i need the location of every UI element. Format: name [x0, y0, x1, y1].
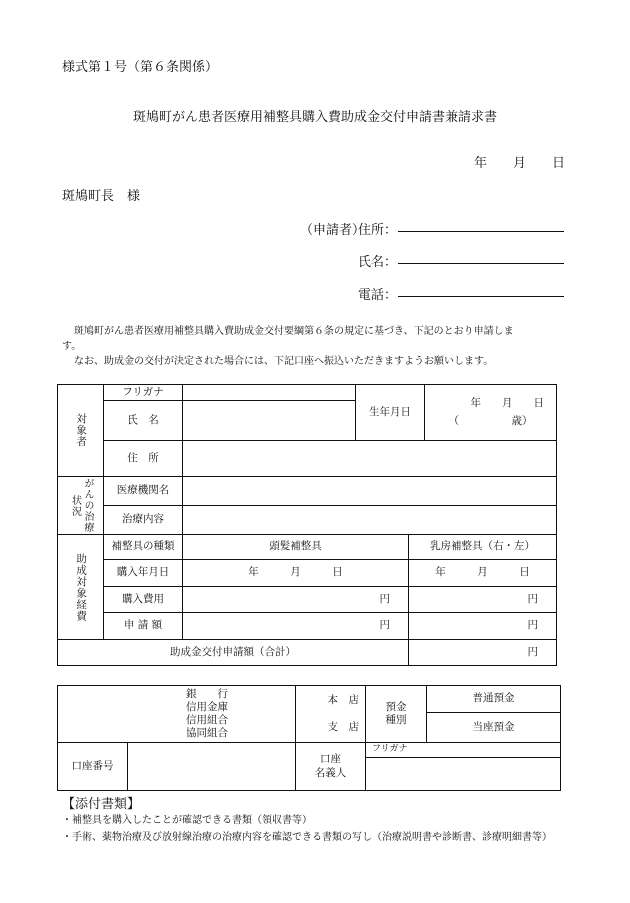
- treatment-label: 治療内容: [104, 506, 183, 535]
- branch-field[interactable]: [296, 686, 366, 743]
- purchase-cost-hair[interactable]: 円: [183, 587, 409, 613]
- intro-line-3: なお、助成金の交付が決定された場合には、下記口座へ振込いただきますようお願いします。: [74, 356, 494, 367]
- furigana-field[interactable]: [183, 385, 356, 401]
- institution-label: 医療機関名: [104, 477, 183, 506]
- purchase-cost-label: 購入費用: [104, 587, 183, 613]
- section-treatment: がんの治療状況: [58, 477, 104, 535]
- bank-type-kyodo: 協同組合: [186, 727, 228, 740]
- bank-table: [57, 685, 561, 791]
- date-line: 年 月 日: [474, 156, 566, 171]
- phone-label: 電話：: [358, 288, 398, 303]
- purchase-cost-breast[interactable]: 円: [409, 587, 557, 613]
- attachments-heading: 【添付書類】: [62, 797, 141, 812]
- savings-option[interactable]: 普通預金: [427, 686, 561, 713]
- purchase-date-label: 購入年月日: [104, 560, 183, 587]
- address-row-field[interactable]: [183, 441, 557, 477]
- request-amount-hair[interactable]: 円: [183, 613, 409, 640]
- account-number-field[interactable]: [128, 743, 296, 791]
- birth-field[interactable]: [425, 385, 557, 441]
- account-number-label: 口座番号: [58, 743, 128, 791]
- phone-field[interactable]: [398, 296, 564, 297]
- document-title: 斑鳩町がん患者医療用補整具購入費助成金交付申請書兼請求書: [132, 110, 497, 125]
- holder-furigana-field[interactable]: フリガナ: [366, 743, 561, 758]
- institution-field[interactable]: [183, 477, 557, 506]
- bank-type-shinkin: 信用金庫: [186, 700, 228, 713]
- section-subject: 対象者: [58, 385, 104, 477]
- request-amount-breast[interactable]: 円: [409, 613, 557, 640]
- section-costs: 助成対象経費: [58, 535, 104, 640]
- name-field[interactable]: [398, 263, 564, 264]
- application-table: [57, 384, 557, 666]
- name-label: 氏名：: [358, 255, 398, 270]
- birth-label: 生年月日: [356, 385, 425, 441]
- request-amount-label: 申 請 額: [104, 613, 183, 640]
- branch: 支 店: [327, 721, 359, 733]
- intro-line-2: す。: [62, 341, 82, 352]
- birth-date: 年 月 日: [470, 396, 544, 409]
- bank-type-shinkumi: 信用組合: [186, 714, 228, 726]
- treatment-field[interactable]: [183, 506, 557, 535]
- purchase-date-hair[interactable]: 年 月 日: [183, 560, 409, 587]
- holder-name-field[interactable]: [366, 758, 561, 791]
- applicant-prefix: （申請者）: [300, 223, 366, 238]
- type-hair: 頭髪補整具: [183, 535, 409, 560]
- addressee: 斑鳩町長 様: [62, 189, 141, 204]
- purchase-date-breast[interactable]: 年 月 日: [409, 560, 557, 587]
- deposit-type-label: 預金 種別: [366, 686, 427, 743]
- name-row-label: 氏 名: [104, 401, 183, 441]
- address-label: 住所：: [358, 223, 398, 238]
- bank-type-bank: 銀 行: [186, 687, 228, 700]
- furigana-label: フリガナ: [104, 385, 183, 401]
- checking-option[interactable]: 当座預金: [427, 713, 561, 743]
- name-row-field[interactable]: [183, 401, 356, 441]
- attachment-item: ・補整具を購入したことが確認できる書類（領収書等）: [62, 815, 312, 826]
- holder-label: 口座 名義人: [296, 743, 366, 791]
- address-field[interactable]: [398, 231, 564, 232]
- attachment-item: ・手術、薬物治療及び放射線治療の治療内容を確認できる書類の写し（治療説明書や診断書、診療明細書等）: [62, 832, 552, 843]
- total-amount[interactable]: 円: [409, 640, 557, 666]
- type-breast: 乳房補整具（右・左）: [409, 535, 557, 560]
- head-office: 本 店: [327, 693, 359, 706]
- total-label: 助成金交付申請額（合計）: [58, 640, 409, 666]
- form-number: 様式第１号（第６条関係）: [62, 60, 219, 75]
- address-row-label: 住 所: [104, 441, 183, 477]
- bank-name-field[interactable]: [58, 686, 296, 743]
- age-field: （ 歳）: [448, 415, 533, 427]
- type-label: 補整具の種類: [104, 535, 183, 560]
- intro-line-1: 斑鳩町がん患者医療用補整具購入費助成金交付要綱第６条の規定に基づき、下記のとおり申請しま: [74, 326, 514, 337]
